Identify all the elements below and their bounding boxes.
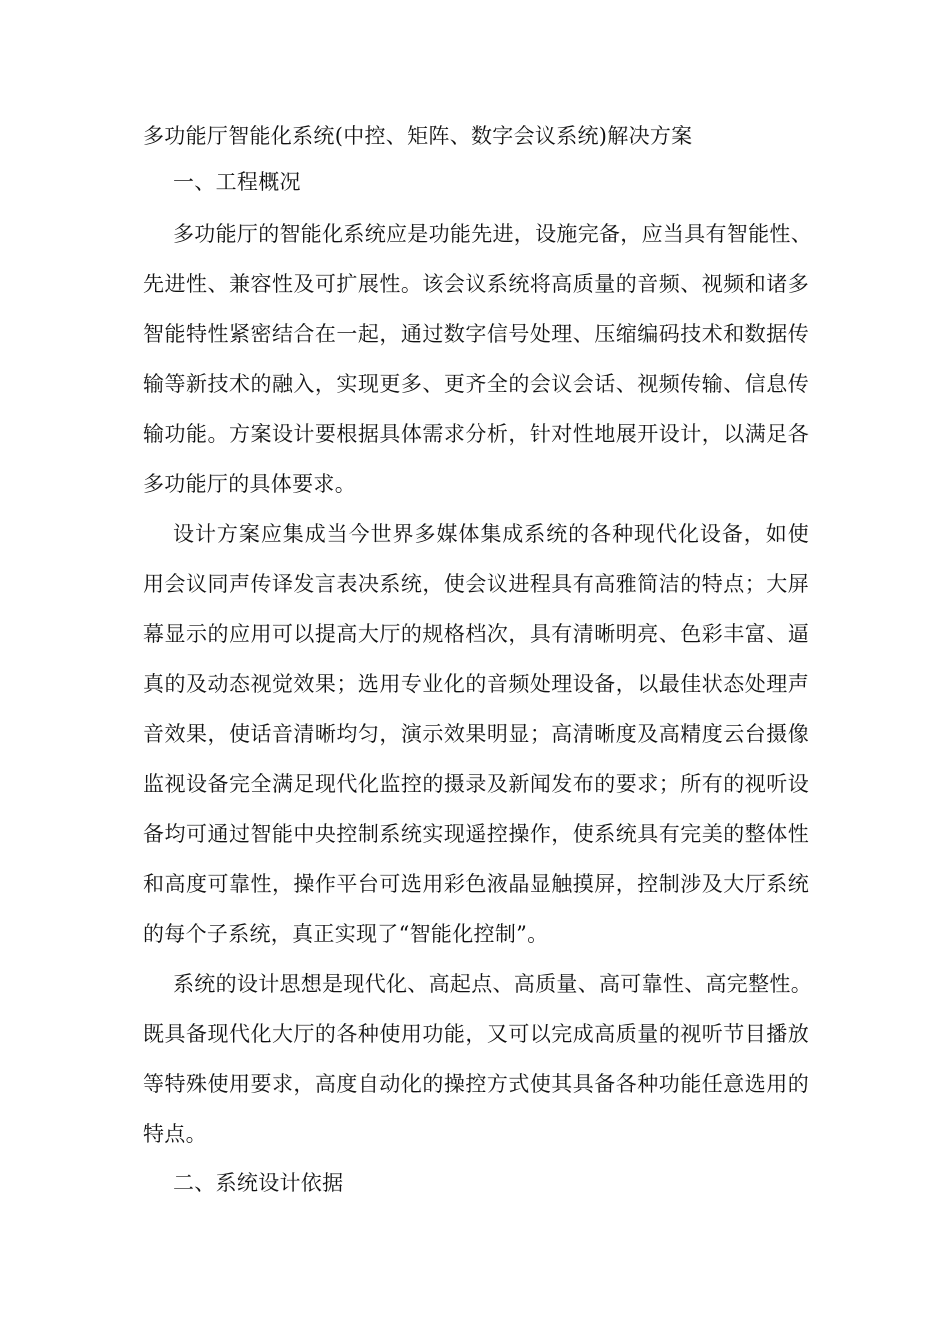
text-line: 监视设备完全满足现代化监控的摄录及新闻发布的要求；所有的视听设 [143,772,809,796]
paragraph-project-overview [143,209,812,509]
text-line: 的每个子系统，真正实现了“智能化控制”。 [143,922,549,946]
text-line: 输等新技术的融入，实现更多、更齐全的会议会话、视频传输、信息传 [143,372,809,396]
text-line: 多功能厅的具体要求。 [143,472,356,496]
text-line: 系统的设计思想是现代化、高起点、高质量、高可靠性、高完整性。 [173,972,812,996]
paragraph-design-philosophy [143,959,812,1159]
text-line: 和高度可靠性，操作平台可选用彩色液晶显触摸屏，控制涉及大厅系统 [143,872,809,896]
text-line: 先进性、兼容性及可扩展性。该会议系统将高质量的音频、视频和诸多 [143,272,809,296]
text-line: 设计方案应集成当今世界多媒体集成系统的各种现代化设备，如使 [173,522,809,546]
paragraph-design-scheme [143,509,809,959]
document-body [143,117,812,1203]
text-line: 真的及动态视觉效果；选用专业化的音频处理设备，以最佳状态处理声 [143,672,809,696]
document-title: 多功能厅智能化系统(中控、矩阵、数字会议系统)解决方案 [143,124,693,148]
text-line: 既具备现代化大厅的各种使用功能，又可以完成高质量的视听节目播放 [143,1022,809,1046]
text-line: 备均可通过智能中央控制系统实现遥控操作，使系统具有完美的整体性 [143,822,809,846]
text-line: 幕显示的应用可以提高大厅的规格档次，具有清晰明亮、色彩丰富、逼 [143,622,809,646]
text-line: 特点。 [143,1122,207,1146]
text-line: 等特殊使用要求，高度自动化的操控方式使其具备各种功能任意选用的 [143,1072,809,1096]
text-line: 智能特性紧密结合在一起，通过数字信号处理、压缩编码技术和数据传 [143,322,809,346]
section-heading-2: 二、系统设计依据 [173,1171,344,1195]
text-line: 音效果，使话音清晰均匀，演示效果明显；高清晰度及高精度云台摄像 [143,722,809,746]
text-line: 用会议同声传译发言表决系统，使会议进程具有高雅简洁的特点；大屏 [143,572,809,596]
text-line: 输功能。方案设计要根据具体需求分析，针对性地展开设计，以满足各 [143,422,809,446]
section-heading-1: 一、工程概况 [173,170,301,194]
text-line: 多功能厅的智能化系统应是功能先进，设施完备，应当具有智能性、 [173,222,812,246]
